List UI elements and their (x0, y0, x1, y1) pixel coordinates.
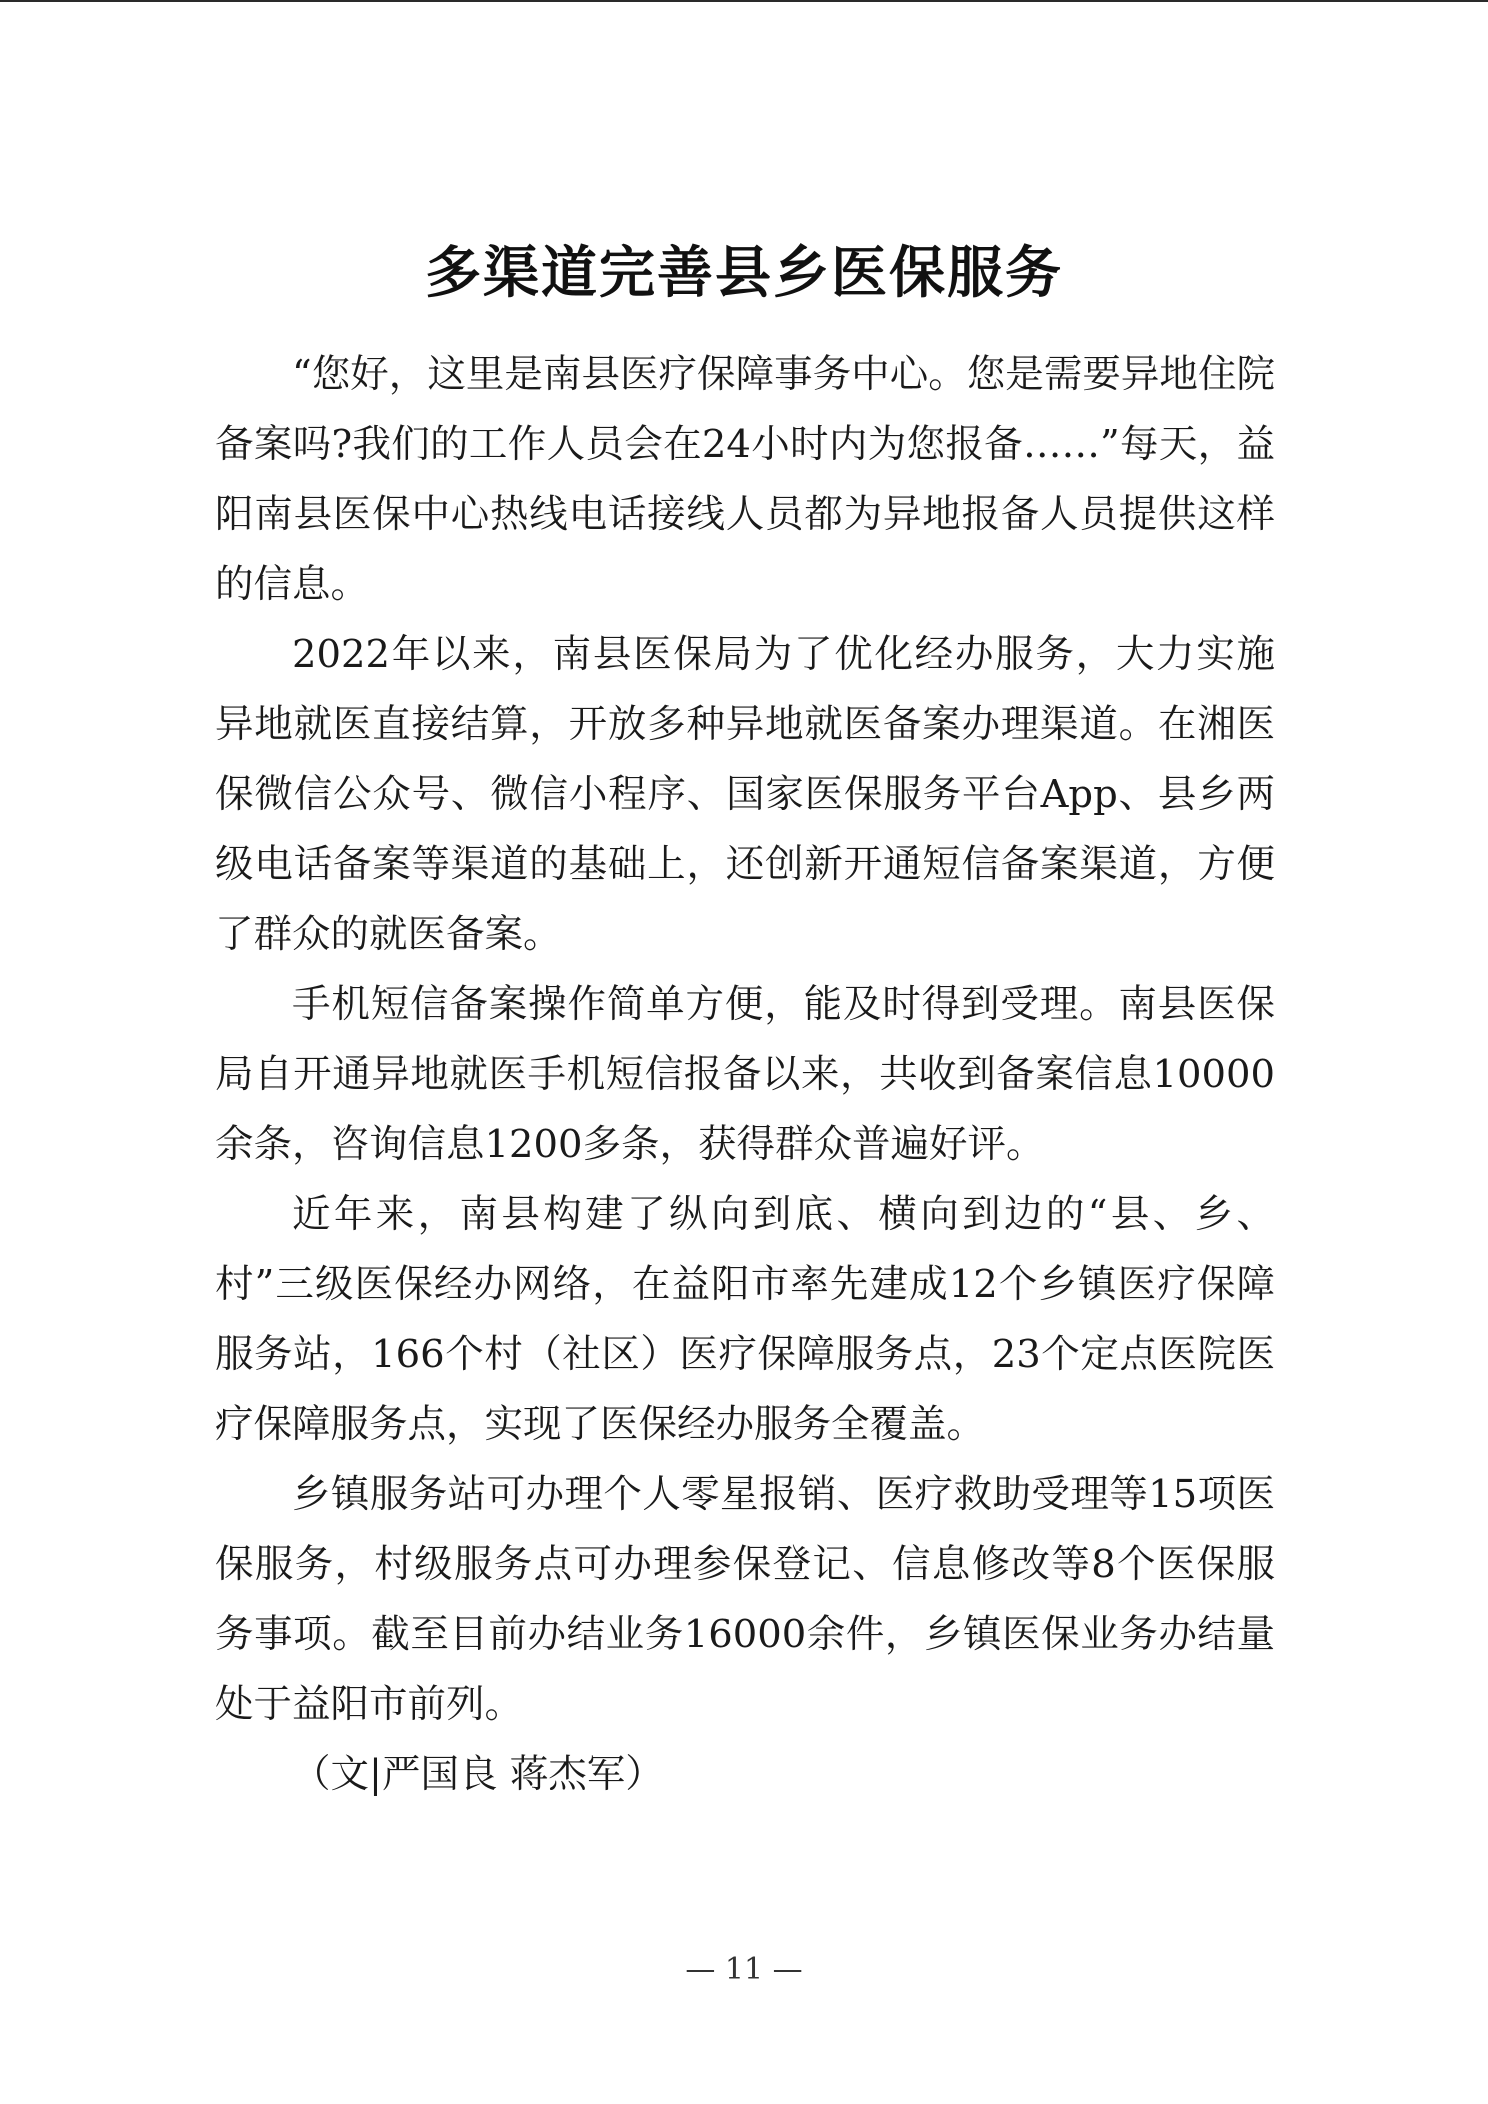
paragraph-3: 手机短信备案操作简单方便，能及时得到受理。南县医保局自开通异地就医手机短信报备以来，共收到备案信息10000余条，咨询信息1200多条，获得群众普遍好评。 (215, 982, 1275, 1167)
page-number: — 11 — (685, 1952, 803, 1987)
paragraph-1: “您好，这里是南县医疗保障事务中心。您是需要异地住院备案吗?我们的工作人员会在24小时内为您报备……”每天，益阳南县医保中心热线电话接线人员都为异地报备人员提供这样的信息。 (215, 352, 1275, 607)
author-byline: （文|严国良 蒋杰军） (292, 1752, 664, 1797)
article-body (215, 340, 1275, 1810)
article-title: 多渠道完善县乡医保服务 (425, 239, 1063, 306)
paragraph-2: 2022年以来，南县医保局为了优化经办服务，大力实施异地就医直接结算，开放多种异地就医备案办理渠道。在湘医保微信公众号、微信小程序、国家医保服务平台App、县乡两级电话备案等渠道的基础上，还创新开通短信备案渠道，方便了群众的就医备案。 (215, 632, 1275, 957)
paragraph-5: 乡镇服务站可办理个人零星报销、医疗救助受理等15项医保服务，村级服务点可办理参保登记、信息修改等8个医保服务事项。截至目前办结业务16000余件，乡镇医保业务办结量处于益阳市前列。 (215, 1472, 1275, 1727)
paragraph-4: 近年来，南县构建了纵向到底、横向到边的“县、乡、村”三级医保经办网络，在益阳市率先建成12个乡镇医疗保障服务站，166个村（社区）医疗保障服务点，23个定点医院医疗保障服务点，实现了医保经办服务全覆盖。 (215, 1192, 1275, 1447)
top-border-line (0, 0, 1488, 2)
